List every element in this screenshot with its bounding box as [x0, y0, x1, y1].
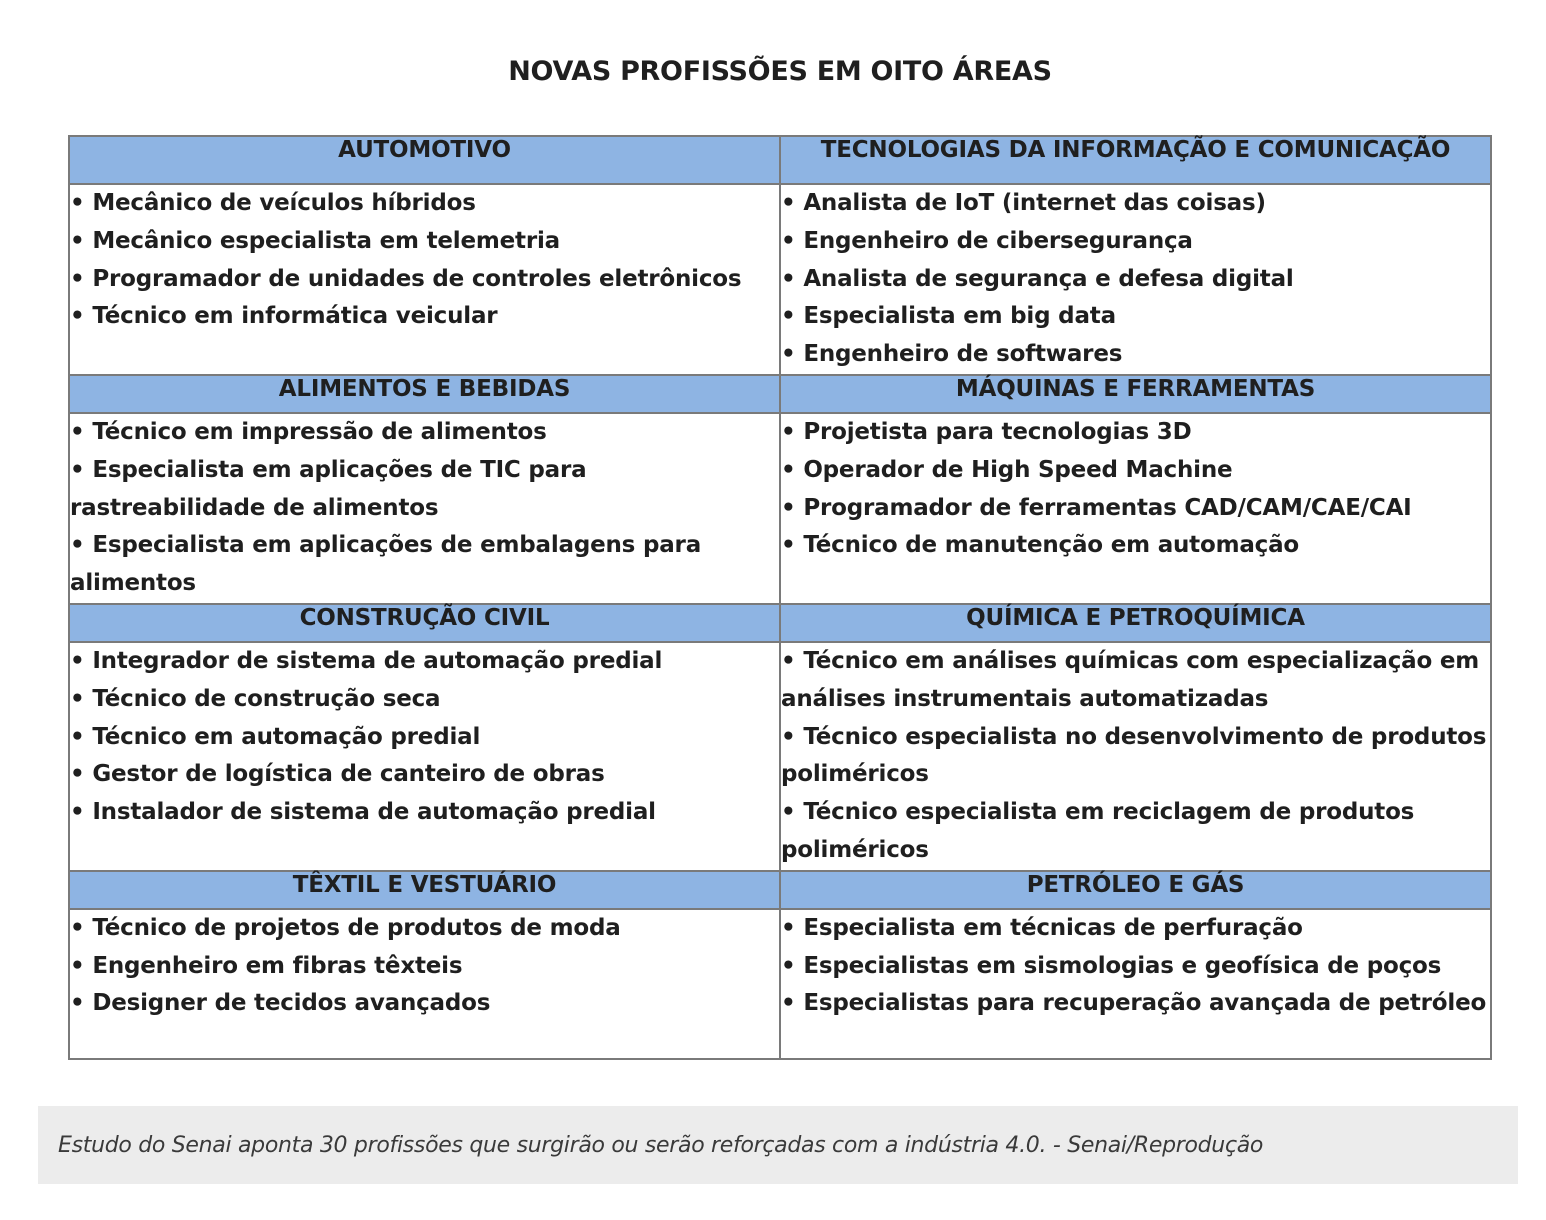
list-item: • Gestor de logística de canteiro de obras	[70, 756, 779, 794]
page-title: NOVAS PROFISSÕES EM OITO ÁREAS	[508, 56, 1052, 87]
list-item: • Especialista em técnicas de perfuração	[781, 910, 1490, 948]
list-item: • Integrador de sistema de automação predial	[70, 643, 779, 681]
list-item: • Técnico especialista em reciclagem de produtos poliméricos	[781, 794, 1490, 870]
list-item: • Programador de unidades de controles eletrônicos	[70, 261, 779, 299]
area-list-quimica	[780, 642, 1491, 871]
list-item: • Especialista em aplicações de embalagens para alimentos	[70, 527, 779, 603]
list-item: • Técnico de construção seca	[70, 681, 779, 719]
list-item: • Analista de segurança e defesa digital	[781, 261, 1490, 299]
professions-table	[68, 135, 1492, 1060]
list-item: • Engenheiro de cibersegurança	[781, 223, 1490, 261]
list-item: • Técnico especialista no desenvolvimento de produtos poliméricos	[781, 719, 1490, 795]
area-list-maquinas	[780, 413, 1491, 604]
list-item: • Técnico em análises químicas com especialização em análises instrumentais automatizadas	[781, 643, 1490, 719]
list-item: • Operador de High Speed Machine	[781, 452, 1490, 490]
list-item: • Técnico em informática veicular	[70, 298, 779, 336]
area-header-alimentos: ALIMENTOS E BEBIDAS	[69, 375, 780, 413]
list-item: • Analista de IoT (internet das coisas)	[781, 185, 1490, 223]
area-header-quimica: QUÍMICA E PETROQUÍMICA	[780, 604, 1491, 642]
area-header-textil: TÊXTIL E VESTUÁRIO	[69, 871, 780, 909]
area-header-automotivo: AUTOMOTIVO	[69, 136, 780, 184]
list-item: • Instalador de sistema de automação predial	[70, 794, 779, 832]
area-list-textil	[69, 909, 780, 1059]
area-list-petroleo	[780, 909, 1491, 1059]
list-item: • Técnico em impressão de alimentos	[70, 414, 779, 452]
list-item: • Especialista em big data	[781, 298, 1490, 336]
list-item: • Engenheiro em fibras têxteis	[70, 948, 779, 986]
list-item: • Técnico em automação predial	[70, 719, 779, 757]
list-item: • Engenheiro de softwares	[781, 336, 1490, 374]
area-list-tic	[780, 184, 1491, 375]
image-caption	[38, 1106, 1518, 1184]
area-header-construcao: CONSTRUÇÃO CIVIL	[69, 604, 780, 642]
area-header-maquinas: MÁQUINAS E FERRAMENTAS	[780, 375, 1491, 413]
area-list-construcao	[69, 642, 780, 871]
list-item: • Especialistas para recuperação avançada de petróleo	[781, 985, 1490, 1023]
list-item: • Especialistas em sismologias e geofísica de poços	[781, 948, 1490, 986]
list-item: • Mecânico especialista em telemetria	[70, 223, 779, 261]
area-list-automotivo	[69, 184, 780, 375]
area-header-tic: TECNOLOGIAS DA INFORMAÇÃO E COMUNICAÇÃO	[780, 136, 1491, 184]
list-item: • Programador de ferramentas CAD/CAM/CAE/CAI	[781, 490, 1490, 528]
list-item: • Técnico de manutenção em automação	[781, 527, 1490, 565]
area-list-alimentos	[69, 413, 780, 604]
list-item: • Especialista em aplicações de TIC para rastreabilidade de alimentos	[70, 452, 779, 528]
area-header-petroleo: PETRÓLEO E GÁS	[780, 871, 1491, 909]
list-item: • Designer de tecidos avançados	[70, 985, 779, 1023]
list-item: • Mecânico de veículos híbridos	[70, 185, 779, 223]
list-item: • Técnico de projetos de produtos de moda	[70, 910, 779, 948]
list-item: • Projetista para tecnologias 3D	[781, 414, 1490, 452]
caption-text: Estudo do Senai aponta 30 profissões que surgirão ou serão reforçadas com a indústria 4.0. - Senai/Reprodução	[58, 1132, 1264, 1158]
